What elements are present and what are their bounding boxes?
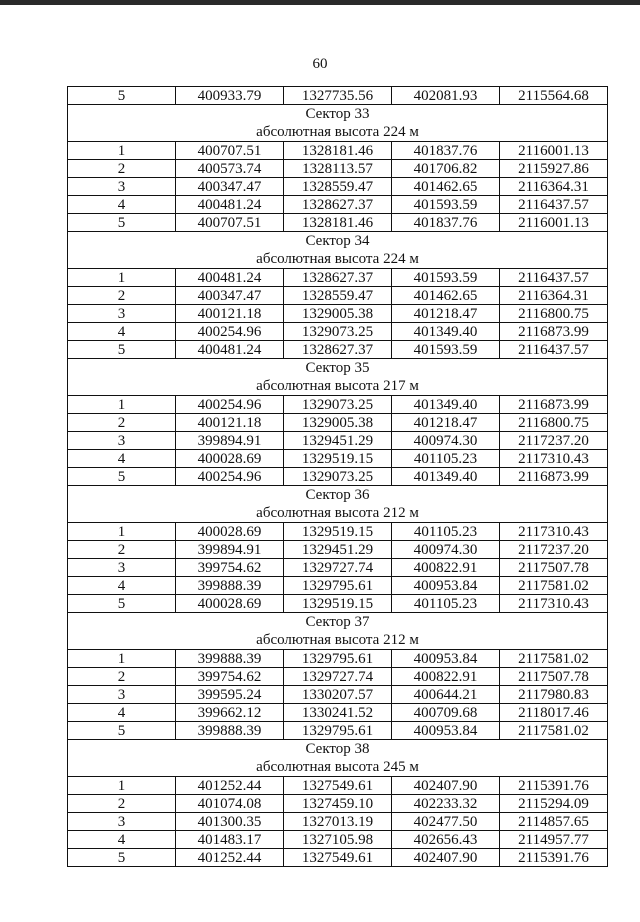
sector-title-row	[68, 359, 608, 378]
x1-cell: 400707.51	[176, 142, 284, 160]
x1-cell: 400573.74	[176, 160, 284, 178]
sector-title-row	[68, 740, 608, 759]
sector-title: Сектор 34	[68, 232, 608, 251]
y1-cell: 1327013.19	[284, 813, 392, 831]
table-row	[68, 813, 608, 831]
table-row	[68, 650, 608, 668]
x1-cell: 400121.18	[176, 305, 284, 323]
x1-cell: 401483.17	[176, 831, 284, 849]
x1-cell: 400028.69	[176, 523, 284, 541]
y1-cell: 1327549.61	[284, 849, 392, 867]
x2-cell: 401706.82	[392, 160, 500, 178]
table-row	[68, 559, 608, 577]
sector-title: Сектор 33	[68, 105, 608, 124]
x2-cell: 401218.47	[392, 414, 500, 432]
x2-cell: 400709.68	[392, 704, 500, 722]
x1-cell: 399888.39	[176, 577, 284, 595]
y2-cell: 2116364.31	[500, 287, 608, 305]
point-number-cell: 5	[68, 722, 176, 740]
point-number-cell: 4	[68, 196, 176, 214]
y1-cell: 1329727.74	[284, 559, 392, 577]
y1-cell: 1327105.98	[284, 831, 392, 849]
point-number-cell: 1	[68, 777, 176, 795]
y1-cell: 1329795.61	[284, 722, 392, 740]
table-row	[68, 577, 608, 595]
point-number-cell: 5	[68, 595, 176, 613]
y1-cell: 1327735.56	[284, 87, 392, 105]
table-row	[68, 686, 608, 704]
y2-cell: 2117310.43	[500, 523, 608, 541]
y2-cell: 2115564.68	[500, 87, 608, 105]
sector-height-row	[68, 123, 608, 142]
x1-cell: 401300.35	[176, 813, 284, 831]
x1-cell: 400481.24	[176, 196, 284, 214]
x2-cell: 400644.21	[392, 686, 500, 704]
y1-cell: 1328113.57	[284, 160, 392, 178]
table-row	[68, 541, 608, 559]
x2-cell: 401105.23	[392, 595, 500, 613]
y1-cell: 1328559.47	[284, 178, 392, 196]
sector-title: Сектор 38	[68, 740, 608, 759]
sector-height-label: абсолютная высота 212 м	[68, 504, 608, 523]
y1-cell: 1328627.37	[284, 269, 392, 287]
x1-cell: 399662.12	[176, 704, 284, 722]
point-number-cell: 3	[68, 813, 176, 831]
table-row	[68, 849, 608, 867]
x1-cell: 400028.69	[176, 450, 284, 468]
x2-cell: 400974.30	[392, 432, 500, 450]
y1-cell: 1329519.15	[284, 523, 392, 541]
y2-cell: 2117237.20	[500, 432, 608, 450]
y2-cell: 2117310.43	[500, 450, 608, 468]
point-number-cell: 3	[68, 559, 176, 577]
table-row	[68, 450, 608, 468]
table-row	[68, 178, 608, 196]
table-row	[68, 795, 608, 813]
table-row	[68, 323, 608, 341]
y2-cell: 2115391.76	[500, 777, 608, 795]
y2-cell: 2114957.77	[500, 831, 608, 849]
y1-cell: 1329727.74	[284, 668, 392, 686]
point-number-cell: 3	[68, 686, 176, 704]
sector-height-label: абсолютная высота 224 м	[68, 250, 608, 269]
x2-cell: 401837.76	[392, 142, 500, 160]
y1-cell: 1328627.37	[284, 341, 392, 359]
x2-cell: 401349.40	[392, 323, 500, 341]
y1-cell: 1329795.61	[284, 650, 392, 668]
x2-cell: 401462.65	[392, 287, 500, 305]
x1-cell: 401252.44	[176, 777, 284, 795]
sector-height-row	[68, 250, 608, 269]
table-row	[68, 468, 608, 486]
y1-cell: 1327549.61	[284, 777, 392, 795]
sector-title: Сектор 35	[68, 359, 608, 378]
sector-height-row	[68, 504, 608, 523]
y2-cell: 2116437.57	[500, 341, 608, 359]
x1-cell: 400121.18	[176, 414, 284, 432]
x2-cell: 400953.84	[392, 577, 500, 595]
x1-cell: 400254.96	[176, 468, 284, 486]
point-number-cell: 5	[68, 214, 176, 232]
sector-height-row	[68, 631, 608, 650]
x2-cell: 401218.47	[392, 305, 500, 323]
sector-height-label: абсолютная высота 212 м	[68, 631, 608, 650]
point-number-cell: 4	[68, 704, 176, 722]
y2-cell: 2116437.57	[500, 196, 608, 214]
table-row	[68, 396, 608, 414]
y2-cell: 2116364.31	[500, 178, 608, 196]
point-number-cell: 1	[68, 269, 176, 287]
table-row	[68, 432, 608, 450]
point-number-cell: 5	[68, 341, 176, 359]
y2-cell: 2115391.76	[500, 849, 608, 867]
x2-cell: 401462.65	[392, 178, 500, 196]
y2-cell: 2114857.65	[500, 813, 608, 831]
y1-cell: 1329519.15	[284, 450, 392, 468]
y2-cell: 2116873.99	[500, 323, 608, 341]
x2-cell: 402656.43	[392, 831, 500, 849]
sector-height-row	[68, 377, 608, 396]
x2-cell: 401349.40	[392, 468, 500, 486]
x2-cell: 400822.91	[392, 668, 500, 686]
sector-title-row	[68, 486, 608, 505]
table-row	[68, 87, 608, 105]
table-row	[68, 704, 608, 722]
top-border-rule	[0, 0, 640, 5]
y1-cell: 1329005.38	[284, 305, 392, 323]
x1-cell: 399888.39	[176, 650, 284, 668]
x2-cell: 402477.50	[392, 813, 500, 831]
y1-cell: 1328181.46	[284, 142, 392, 160]
x2-cell: 400974.30	[392, 541, 500, 559]
point-number-cell: 3	[68, 432, 176, 450]
y1-cell: 1329795.61	[284, 577, 392, 595]
y1-cell: 1328559.47	[284, 287, 392, 305]
x1-cell: 399894.91	[176, 432, 284, 450]
point-number-cell: 4	[68, 577, 176, 595]
y2-cell: 2118017.46	[500, 704, 608, 722]
table-row	[68, 160, 608, 178]
y2-cell: 2116001.13	[500, 142, 608, 160]
y1-cell: 1329519.15	[284, 595, 392, 613]
x2-cell: 400953.84	[392, 650, 500, 668]
point-number-cell: 1	[68, 396, 176, 414]
table-row	[68, 269, 608, 287]
y1-cell: 1329073.25	[284, 396, 392, 414]
x1-cell: 400028.69	[176, 595, 284, 613]
x2-cell: 401593.59	[392, 341, 500, 359]
x1-cell: 400481.24	[176, 341, 284, 359]
x1-cell: 400254.96	[176, 396, 284, 414]
x2-cell: 401593.59	[392, 196, 500, 214]
point-number-cell: 5	[68, 87, 176, 105]
y1-cell: 1329005.38	[284, 414, 392, 432]
point-number-cell: 1	[68, 650, 176, 668]
x1-cell: 399888.39	[176, 722, 284, 740]
x2-cell: 401349.40	[392, 396, 500, 414]
x2-cell: 400822.91	[392, 559, 500, 577]
y1-cell: 1330207.57	[284, 686, 392, 704]
table-row	[68, 196, 608, 214]
y2-cell: 2116873.99	[500, 396, 608, 414]
point-number-cell: 3	[68, 305, 176, 323]
y1-cell: 1329073.25	[284, 468, 392, 486]
y2-cell: 2117310.43	[500, 595, 608, 613]
x2-cell: 401593.59	[392, 269, 500, 287]
point-number-cell: 4	[68, 323, 176, 341]
table-row	[68, 777, 608, 795]
table-row	[68, 668, 608, 686]
point-number-cell: 5	[68, 468, 176, 486]
y1-cell: 1328181.46	[284, 214, 392, 232]
table-row	[68, 414, 608, 432]
point-number-cell: 1	[68, 142, 176, 160]
y2-cell: 2117980.83	[500, 686, 608, 704]
x2-cell: 401837.76	[392, 214, 500, 232]
y1-cell: 1329073.25	[284, 323, 392, 341]
x2-cell: 402081.93	[392, 87, 500, 105]
x1-cell: 401252.44	[176, 849, 284, 867]
point-number-cell: 2	[68, 668, 176, 686]
x1-cell: 400254.96	[176, 323, 284, 341]
sector-height-label: абсолютная высота 224 м	[68, 123, 608, 142]
y2-cell: 2117507.78	[500, 559, 608, 577]
x1-cell: 400347.47	[176, 178, 284, 196]
sector-title-row	[68, 232, 608, 251]
y2-cell: 2117507.78	[500, 668, 608, 686]
coordinates-table-container	[67, 86, 607, 867]
x1-cell: 400933.79	[176, 87, 284, 105]
x2-cell: 401105.23	[392, 523, 500, 541]
x2-cell: 402407.90	[392, 777, 500, 795]
y2-cell: 2116800.75	[500, 414, 608, 432]
y2-cell: 2116800.75	[500, 305, 608, 323]
y2-cell: 2117581.02	[500, 650, 608, 668]
x1-cell: 399754.62	[176, 559, 284, 577]
sector-title: Сектор 36	[68, 486, 608, 505]
point-number-cell: 3	[68, 178, 176, 196]
table-row	[68, 523, 608, 541]
y1-cell: 1329451.29	[284, 432, 392, 450]
y1-cell: 1330241.52	[284, 704, 392, 722]
table-row	[68, 831, 608, 849]
x1-cell: 399595.24	[176, 686, 284, 704]
table-row	[68, 287, 608, 305]
y2-cell: 2117581.02	[500, 577, 608, 595]
sector-title-row	[68, 105, 608, 124]
x1-cell: 400481.24	[176, 269, 284, 287]
y2-cell: 2116001.13	[500, 214, 608, 232]
y2-cell: 2116873.99	[500, 468, 608, 486]
sector-title: Сектор 37	[68, 613, 608, 632]
page-number: 60	[312, 56, 328, 72]
x1-cell: 401074.08	[176, 795, 284, 813]
point-number-cell: 1	[68, 523, 176, 541]
x1-cell: 400707.51	[176, 214, 284, 232]
point-number-cell: 4	[68, 831, 176, 849]
point-number-cell: 4	[68, 450, 176, 468]
coordinates-table	[67, 86, 608, 867]
y2-cell: 2115927.86	[500, 160, 608, 178]
x2-cell: 402407.90	[392, 849, 500, 867]
table-row	[68, 214, 608, 232]
y2-cell: 2115294.09	[500, 795, 608, 813]
point-number-cell: 2	[68, 414, 176, 432]
point-number-cell: 5	[68, 849, 176, 867]
y1-cell: 1328627.37	[284, 196, 392, 214]
point-number-cell: 2	[68, 160, 176, 178]
y2-cell: 2117581.02	[500, 722, 608, 740]
y2-cell: 2117237.20	[500, 541, 608, 559]
x2-cell: 400953.84	[392, 722, 500, 740]
table-row	[68, 142, 608, 160]
x2-cell: 402233.32	[392, 795, 500, 813]
sector-height-label: абсолютная высота 245 м	[68, 758, 608, 777]
y1-cell: 1329451.29	[284, 541, 392, 559]
point-number-cell: 2	[68, 795, 176, 813]
y1-cell: 1327459.10	[284, 795, 392, 813]
x2-cell: 401105.23	[392, 450, 500, 468]
sector-height-label: абсолютная высота 217 м	[68, 377, 608, 396]
point-number-cell: 2	[68, 287, 176, 305]
table-row	[68, 595, 608, 613]
x1-cell: 399894.91	[176, 541, 284, 559]
table-row	[68, 305, 608, 323]
table-row	[68, 341, 608, 359]
point-number-cell: 2	[68, 541, 176, 559]
table-row	[68, 722, 608, 740]
coordinates-table-body	[68, 87, 608, 867]
sector-height-row	[68, 758, 608, 777]
x1-cell: 399754.62	[176, 668, 284, 686]
sector-title-row	[68, 613, 608, 632]
y2-cell: 2116437.57	[500, 269, 608, 287]
x1-cell: 400347.47	[176, 287, 284, 305]
